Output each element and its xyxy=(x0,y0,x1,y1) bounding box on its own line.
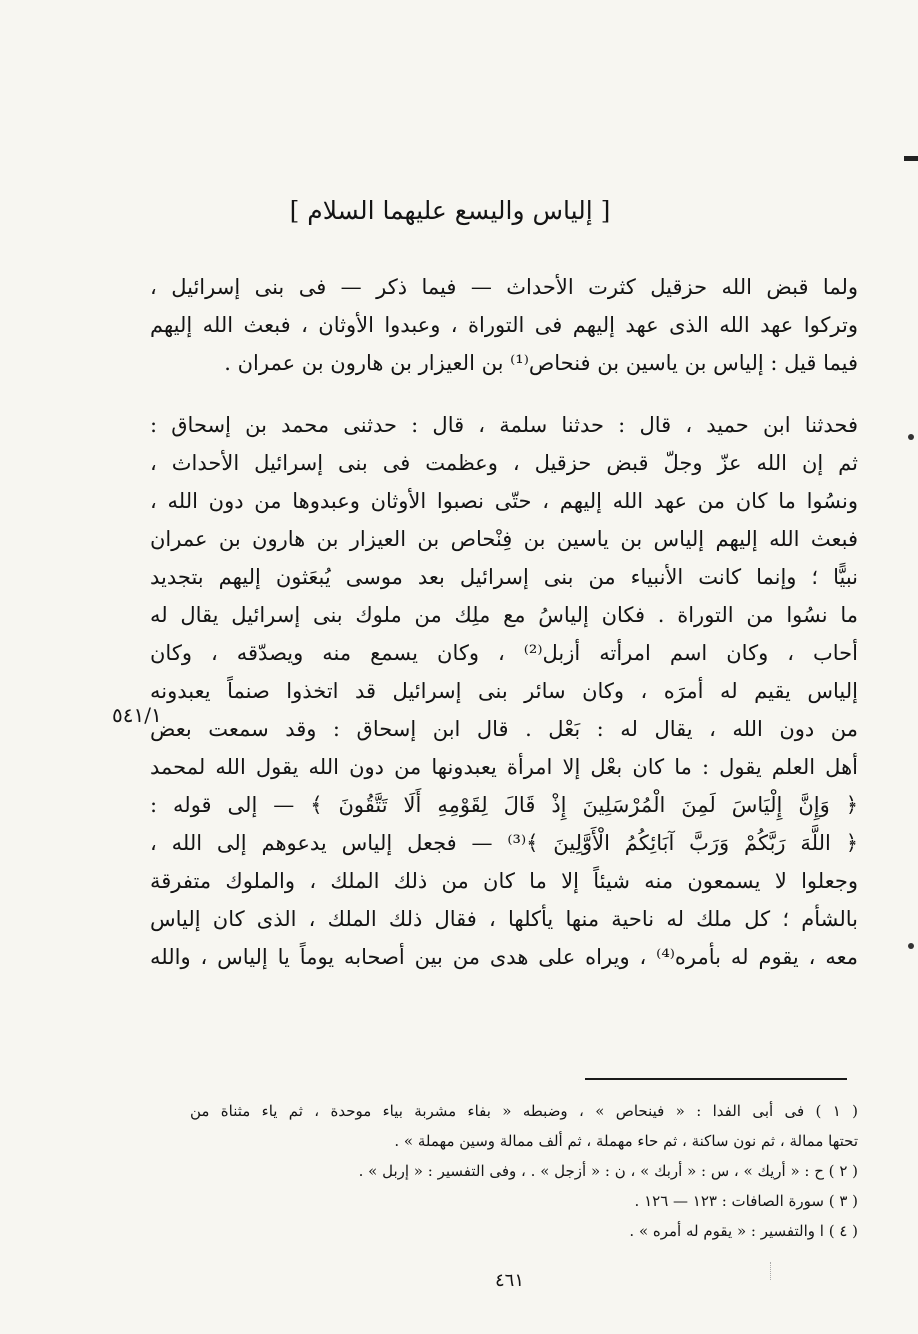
page-number: ٤٦١ xyxy=(495,1270,525,1291)
quran-verse-line: ﴿ وَإِنَّ إِلْيَاسَ لَمِنَ الْمُرْسَلِينَ إِذْ قَالَ لِقَوْمِهِ أَلَا تَتَّقُونَ ﴾ — إلى قوله : xyxy=(150,793,858,817)
text-line: فبعث الله إليهم إلياس بن ياسين بن فِنْحاص بن العيزار بن هارون بن عمران xyxy=(150,527,858,551)
footnote-2: ( ٢ ) ح : « أريك » ، س : « أربك » ، ن : « أزجل » . ، وفى التفسير : « إربل » . xyxy=(358,1162,858,1180)
text-line: أحاب ، وكان اسم امرأته أزبل⁽²⁾ ، وكان يسمع منه ويصدّقه ، وكان xyxy=(150,641,858,665)
margin-reference: ٥٤١/١ xyxy=(112,703,162,727)
footnote-1: ( ١ ) فى أبى الفدا : « فينحاص » ، وضبطه « بفاء مشربة بياء موحدة ، ثم ياء مثناة من xyxy=(190,1102,858,1120)
footnote-3: ( ٣ ) سورة الصافات : ١٢٣ — ١٢٦ . xyxy=(634,1192,858,1210)
edge-dot xyxy=(908,434,914,440)
text-line: بالشأم ؛ كل ملك له ناحية منها يأكلها ، فقال ذلك الملك ، الذى كان إلياس xyxy=(150,907,858,931)
section-heading: [ إلياس واليسع عليهما السلام ] xyxy=(289,196,611,225)
text-line: فحدثنا ابن حميد ، قال : حدثنا سلمة ، قال : حدثنى محمد بن إسحاق : xyxy=(150,413,858,437)
edge-dot xyxy=(908,943,914,949)
text-line: فيما قيل : إلياس بن ياسين بن فنحاص⁽¹⁾ بن العيزار بن هارون بن عمران . xyxy=(224,351,858,375)
text-line: ثم إن الله عزّ وجلّ قبض حزقيل ، وعظمت فى بنى إسرائيل الأحداث ، xyxy=(150,451,858,475)
text-line: أهل العلم يقول : ما كان بعْل إلا امرأة يعبدونها من دون الله يقول الله لمحمد xyxy=(150,755,858,779)
text-line: ونسُوا ما كان من عهد الله إليهم ، حتّى نصبوا الأوثان وعبدوها من دون الله ، xyxy=(150,489,858,513)
edge-mark xyxy=(904,156,918,161)
text-line: من دون الله ، يقال له : بَعْل . قال ابن إسحاق : وقد سمعت بعض xyxy=(150,717,858,741)
text-line: معه ، يقوم له بأمره⁽⁴⁾ ، ويراه على هدى من بين أصحابه يوماً يا إلياس ، والله xyxy=(150,945,858,969)
quran-verse-line: ﴿ اللَّهَ رَبَّكُمْ وَرَبَّ آبَائِكُمُ الْأَوَّلِينَ ﴾⁽³⁾ — فجعل إلياس يدعوهم إلى الله ، xyxy=(150,831,859,855)
text-line: ولما قبض الله حزقيل كثرت الأحداث — فيما ذكر — فى بنى إسرائيل ، xyxy=(150,275,858,299)
footnote-4: ( ٤ ) ا والتفسير : « يقوم له أمره » . xyxy=(629,1222,858,1240)
scan-smudge xyxy=(770,1262,781,1280)
text-line: نبيًّا ؛ وإنما كانت الأنبياء من بنى إسرائيل بعد موسى يُبعَثون إليهم بتجديد xyxy=(150,565,858,589)
text-line: إلياس يقيم له أمرَه ، وكان سائر بنى إسرائيل قد اتخذوا صنماً يعبدونه xyxy=(150,679,858,703)
footnote-divider xyxy=(585,1078,847,1080)
text-line: وجعلوا لا يسمعون منه شيئاً إلا ما كان من ذلك الملك ، والملوك متفرقة xyxy=(150,869,858,893)
text-line: وتركوا عهد الله الذى عهد إليهم فى التوراة ، وعبدوا الأوثان ، فبعث الله إليهم xyxy=(150,313,858,337)
footnote-1-cont: تحتها ممالة ، ثم نون ساكنة ، ثم حاء مهملة ، ثم ألف ممالة وسين مهملة » . xyxy=(394,1132,858,1150)
text-line: ما نسُوا من التوراة . فكان إلياسُ مع ملِك من ملوك بنى إسرائيل يقال له xyxy=(150,603,858,627)
